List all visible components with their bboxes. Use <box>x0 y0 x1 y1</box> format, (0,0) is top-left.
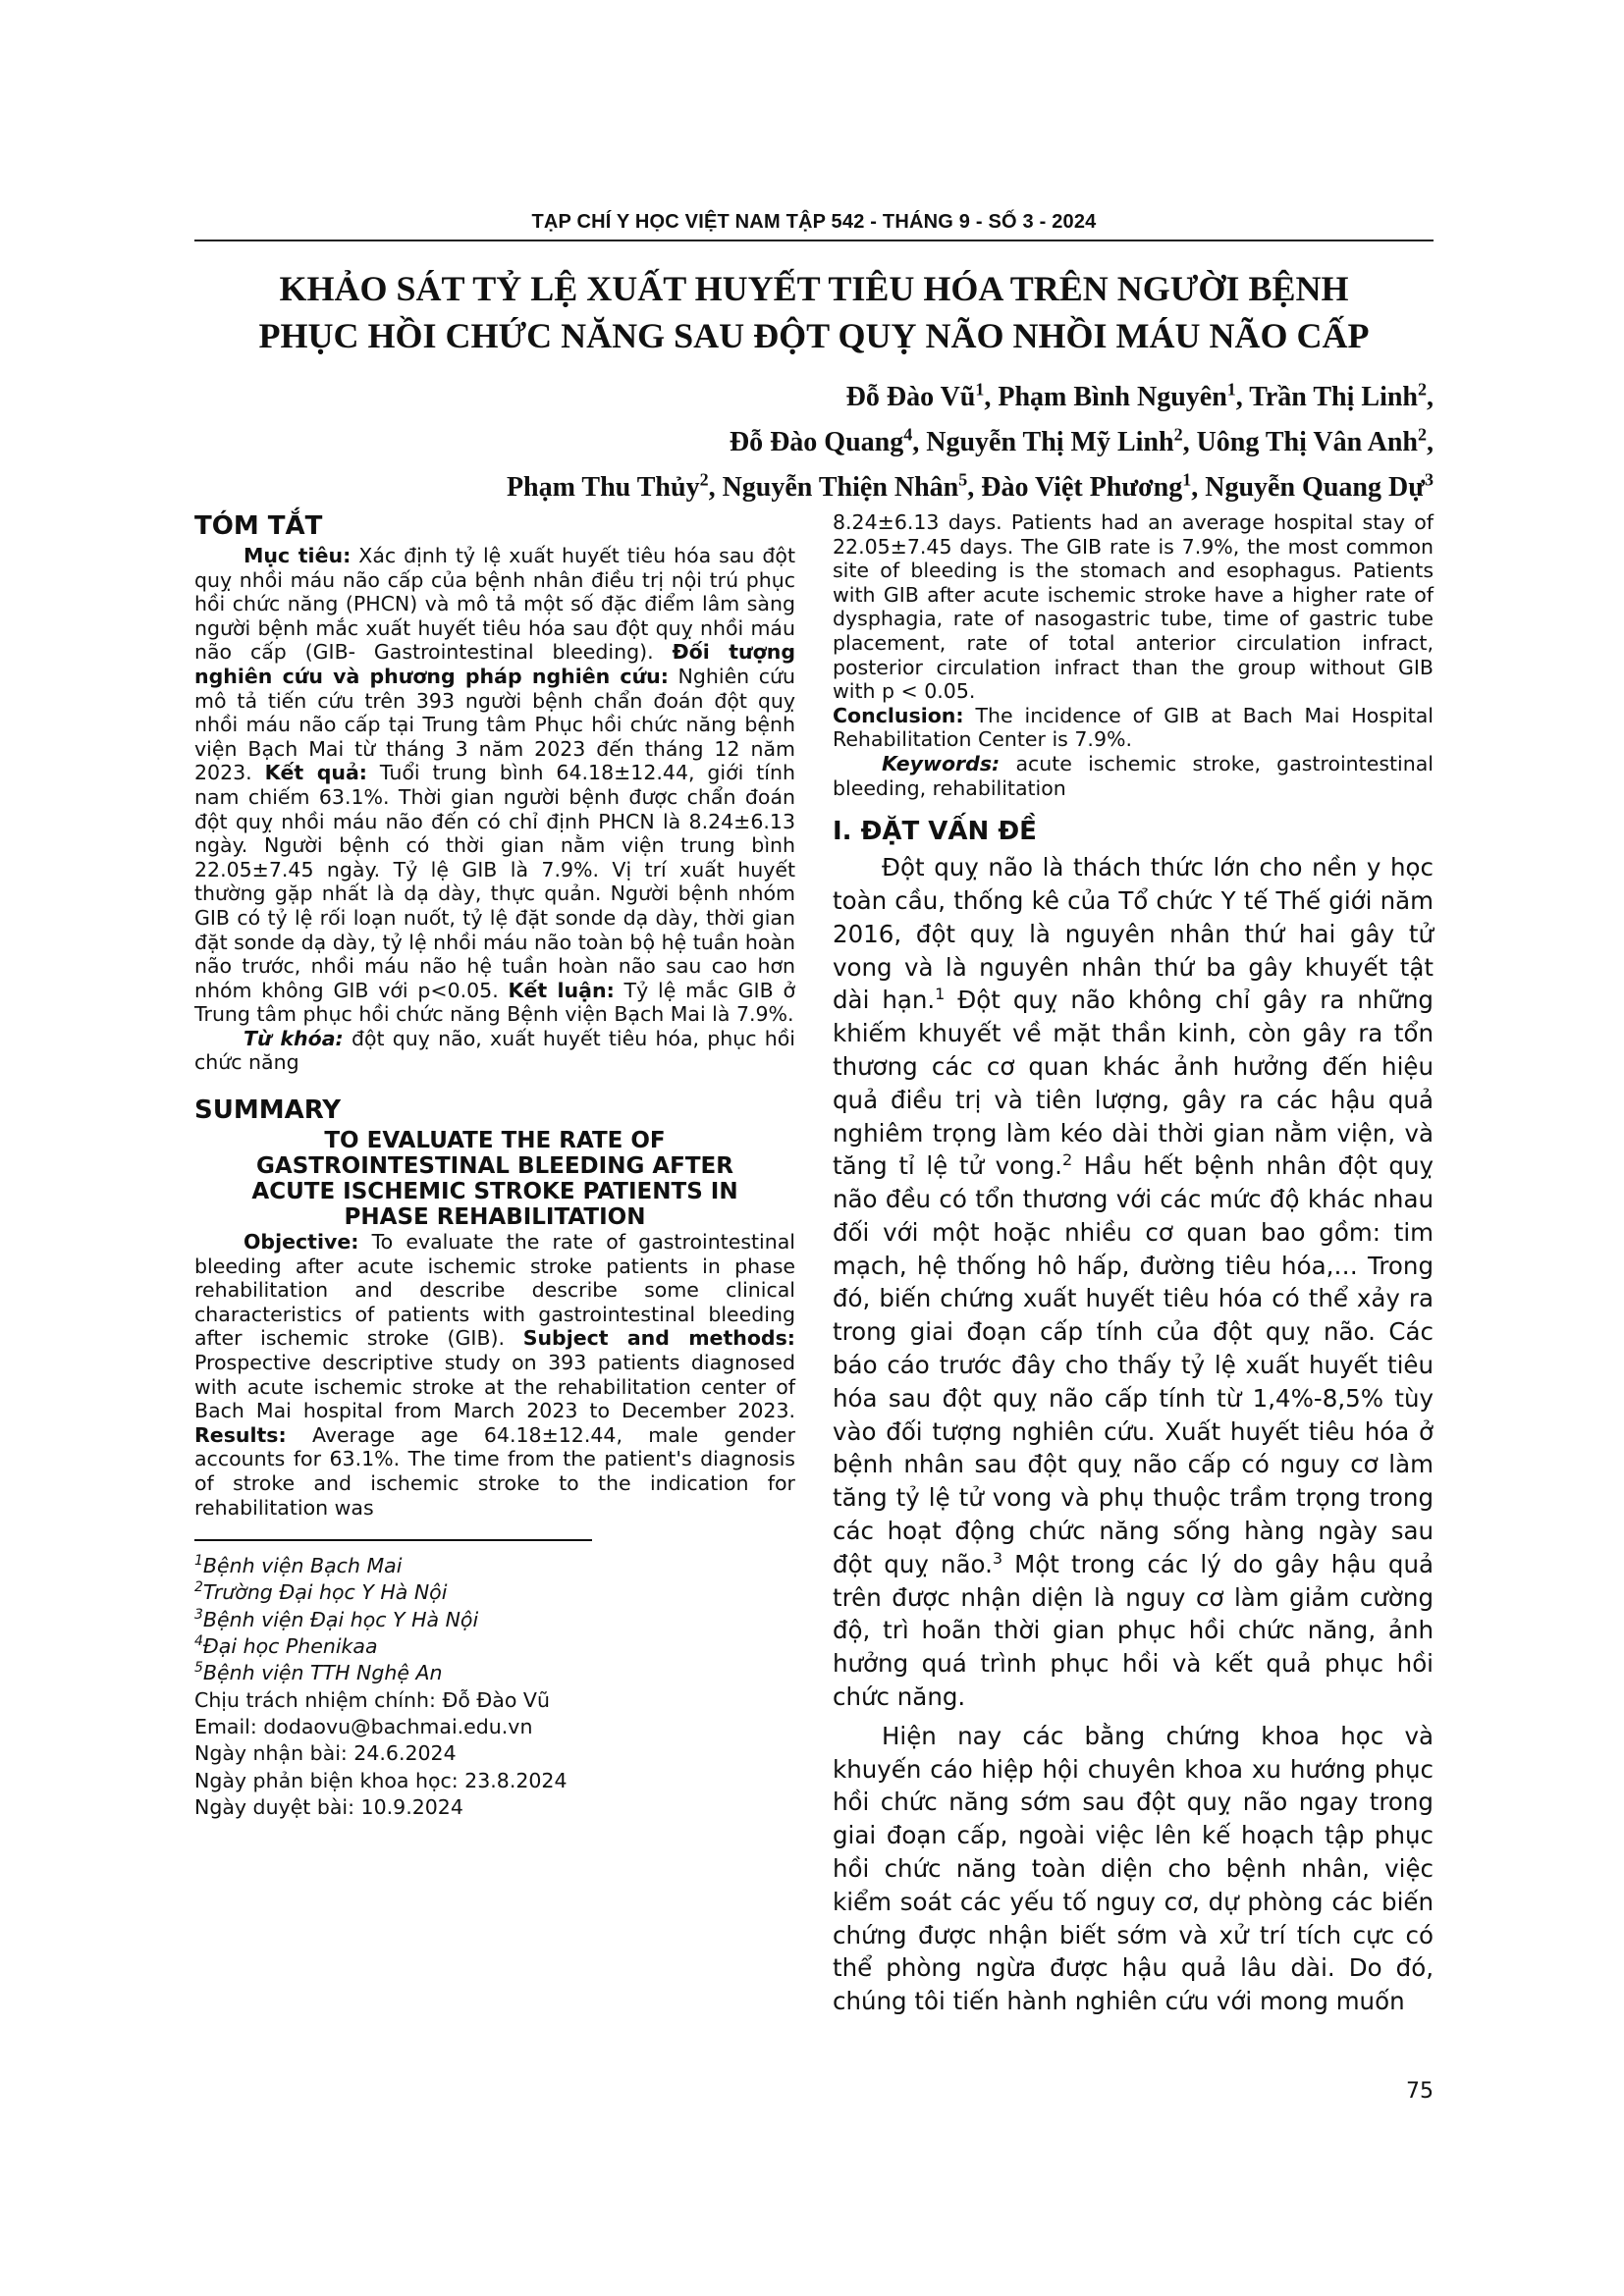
title-line: KHẢO SÁT TỶ LỆ XUẤT HUYẾT TIÊU HÓA TRÊN NGƯỜI BỆNH <box>279 269 1349 308</box>
footnote-rule <box>194 1539 592 1541</box>
left-column <box>194 510 795 1821</box>
author-name: Phạm Thu Thủy <box>506 472 700 503</box>
keywords-text-en: acute ischemic stroke, gastrointestinal bleeding, rehabilitation <box>833 751 1434 800</box>
author-line: Phạm Thu Thủy$^2$, Nguyễn Thiện Nhân$^5$, Đào Việt Phương$^1$, Nguyễn Quang Dự$^3$ <box>506 469 1434 503</box>
abstract-heading: TÓM TẮT <box>194 511 323 541</box>
summary-title <box>194 1128 795 1230</box>
summary-conclusion <box>833 704 1434 752</box>
author-name: Đỗ Đào Quang <box>729 427 904 457</box>
affiliation-note: $^3$Bệnh viện Đại học Y Hà Nội <box>194 1606 479 1631</box>
author-name: Đỗ Đào Vũ <box>845 382 976 412</box>
summary-title-line: PHASE REHABILITATION <box>344 1204 646 1231</box>
affiliation-note: $^4$Đại học Phenikaa <box>194 1633 378 1659</box>
corresponding-author: Chịu trách nhiệm chính: Đỗ Đào Vũ <box>194 1687 550 1712</box>
title-line: PHỤC HỒI CHỨC NĂNG SAU ĐỘT QUỴ NÃO NHỒI MÁU NÃO CẤP <box>258 316 1370 355</box>
citation: 2 <box>1061 1150 1073 1170</box>
summary-body-right: 8.24±6.13 days. Patients had an average hospital stay of 22.05±7.45 days. The GIB rate is 7.9%, the most common site of bleeding is the stomach and esophagus. Patients with GIB after acute ischemic stroke have a higher rate of dysphagia, rate of nasogastric tube, time of gastric tube placement, rate of total anterior circulation infract, posterior circulation infract than the group without GIB with p < 0.05. <box>833 510 1434 704</box>
affiliation-note: $^1$Bệnh viện Bạch Mai <box>194 1553 403 1578</box>
author-line: Đỗ Đào Quang$^4$, Nguyễn Thị Mỹ Linh$^2$, Uông Thị Vân Anh$^2$, <box>729 424 1434 457</box>
journal-header: TẠP CHÍ Y HỌC VIỆT NAM TẬP 542 - THÁNG 9 - SỐ 3 - 2024 <box>531 211 1097 233</box>
results-text: Tuổi trung bình 64.18±12.44, giới tính nam chiếm 63.1%. Thời gian người bệnh được chẩn đoán đột quỵ nhồi máu não đến có chỉ định PHCN là 8.24±6.13 ngày. Người bệnh có thời gian nằm viện trung bình 22.05±7.45 ngày. Tỷ lệ GIB là 7.9%. Vị trí xuất huyết thường gặp nhất là dạ dày, thực quản. Người bệnh nhóm GIB có tỷ lệ rối loạn nuốt, tỷ lệ đặt sonde dạ dày, thời gian đặt sonde dạ dày, tỷ lệ nhồi máu não toàn bộ hệ tuần hoàn não trước, nhồi máu não hệ tuần hoàn não sau cao hơn nhóm không GIB với p<0.05. <box>194 761 795 1002</box>
objective-text-en: To evaluate the rate of gastrointestinal bleeding after acute ischemic stroke patients in phase rehabilitation and describe describe some clinical characteristics of patients with gastrointestinal bleeding after ischemic stroke (GIB). <box>194 1230 795 1351</box>
author-name: Trần Thị Linh <box>1249 382 1418 412</box>
footnotes <box>194 1553 795 1821</box>
affiliation-note: $^5$Bệnh viện TTH Nghệ An <box>194 1660 443 1685</box>
author-name: Uông Thị Vân Anh <box>1196 427 1418 457</box>
author-name: Nguyễn Quang Dự <box>1205 472 1425 503</box>
affiliation-mark: 1 <box>1226 379 1236 400</box>
affiliation-mark: 2 <box>699 469 709 490</box>
results-label-en: Results: <box>194 1422 287 1447</box>
author-line: Đỗ Đào $Vũ^1$, Phạm Bình Nguyên$^1$, Trần Thị Linh$^2$, <box>845 379 1434 412</box>
objective-label-en: Objective: <box>244 1230 359 1255</box>
page-number: 75 <box>1406 2079 1434 2104</box>
affiliation-mark: 3 <box>1425 469 1434 490</box>
affiliation-mark: 2 <box>1418 379 1427 400</box>
summary-heading: SUMMARY <box>194 1095 342 1126</box>
author-email: Email: dodaovu@bachmai.edu.vn <box>194 1714 533 1738</box>
abstract-vi-body <box>194 544 795 1027</box>
summary-title-line: GASTROINTESTINAL BLEEDING AFTER <box>256 1153 733 1180</box>
keywords-label: Từ khóa: <box>244 1026 344 1050</box>
affiliation-mark: 1 <box>1182 469 1192 490</box>
methods-text-en: Prospective descriptive study on 393 patients diagnosed with acute ischemic stroke at the rehabilitation center of Bach Mai hospital from March 2023 to December 2023. <box>194 1351 795 1423</box>
date-reviewed: Ngày phản biện khoa học: 23.8.2024 <box>194 1768 568 1792</box>
conclusion-text: Tỷ lệ mắc GIB ở Trung tâm phục hồi chức năng Bệnh viện Bạch Mai là 7.9%. <box>194 978 795 1027</box>
affiliation-mark: 2 <box>1173 424 1183 445</box>
keywords-label-en: Keywords: <box>882 751 1001 775</box>
keywords-en <box>833 752 1434 800</box>
citation: 3 <box>992 1548 1003 1568</box>
citation: 1 <box>935 985 946 1004</box>
results-label: Kết quả: <box>264 761 368 785</box>
keywords-vi <box>194 1027 795 1075</box>
author-list <box>194 375 1434 510</box>
header-rule <box>194 240 1434 241</box>
summary-title-line: TO EVALUATE THE RATE OF <box>324 1128 666 1154</box>
conclusion-label-en: Conclusion: <box>833 703 964 727</box>
keywords-text: đột quỵ não, xuất huyết tiêu hóa, phục hồi chức năng <box>194 1026 795 1075</box>
intro-paragraph-1: Đột quỵ não là thách thức lớn cho nền y học toàn cầu, thống kê của Tổ chức Y tế Thế giới năm 2016, đột quỵ là nguyên nhân thứ hai gây tử vong và là nguyên nhân thứ ba gây khuyết tật dài hạn.$^1$ Đột quỵ não không chỉ gây ra những khiếm khuyết về mặt thần kinh, còn gây ra tổn thương các cơ quan khác ảnh hưởng đến hiệu quả điều trị và tiên lượng, gây ra các hậu quả nghiêm trọng làm kéo dài thời gian nằm viện, và tăng tỉ lệ tử vong.$^2$ Hầu hết bệnh nhân đột quỵ não đều có tổn thương với các mức độ khác nhau đối với một hoặc nhiều cơ quan bao gồm: tim mạch, hệ thống hô hấp, đường tiêu hóa,… Trong đó, biến chứng xuất huyết tiêu hóa có thể xảy ra trong giai đoạn cấp tính của đột quỵ não. Các báo cáo trước đây cho thấy tỷ lệ xuất huyết tiêu hóa sau đột quỵ não cấp tính từ 1,4%-8,5% tùy vào đối tượng nghiên cứu. Xuất huyết tiêu hóa ở bệnh nhân sau đột quỵ não cấp có nguy cơ làm tăng tỷ lệ tử vong và phụ thuộc trầm trọng trong các hoạt động chức năng sống hàng ngày sau đột quỵ não.$^3$ Một trong các lý do gây hậu quả trên được nhận diện là nguy cơ làm giảm cường độ, trì hoãn thời gian phục hồi chức năng, ảnh hưởng quá trình phục hồi và kết quả phục hồi chức năng. <box>833 853 1435 1712</box>
affiliation-note: $^2$Trường Đại học Y Hà Nội <box>194 1579 448 1605</box>
affiliation-mark: 2 <box>1418 424 1427 445</box>
author-name: Đào Việt Phương <box>981 472 1183 503</box>
methods-label: Đối tượng nghiên cứu và phương pháp nghiên cứu: <box>194 640 795 688</box>
date-accepted: Ngày duyệt bài: 10.9.2024 <box>194 1794 463 1819</box>
conclusion-label: Kết luận: <box>508 978 615 1002</box>
methods-text: Nghiên cứu mô tả tiến cứu trên 393 người bệnh chẩn đoán đột quỵ nhồi máu não cấp tại Trung tâm Phục hồi chức năng bệnh viện Bạch Mai từ tháng 3 năm 2023 đến tháng 12 năm 2023. <box>194 664 795 785</box>
affiliation-mark: 4 <box>903 424 913 445</box>
author-name: Nguyễn Thiện Nhân <box>722 472 959 503</box>
conclusion-text-en: The incidence of GIB at Bach Mai Hospital Rehabilitation Center is 7.9%. <box>833 703 1434 752</box>
author-name: Phạm Bình Nguyên <box>998 382 1227 412</box>
affiliation-mark: 1 <box>975 379 985 400</box>
article-title <box>194 265 1434 359</box>
summary-title-line: ACUTE ISCHEMIC STROKE PATIENTS IN <box>251 1179 738 1205</box>
intro-paragraph-2: Hiện nay các bằng chứng khoa học và khuyến cáo hiệp hội chuyên khoa xu hướng phục hồi chức năng sớm sau đột quỵ não ngay trong giai đoạn cấp, ngoài việc lên kế hoạch tập phục hồi chức năng toàn diện cho bệnh nhân, việc kiểm soát các yếu tố nguy cơ, dự phòng các biến chứng được nhận biết sớm và xử trí tích cực có thể phòng ngừa được hậu quả lâu dài. Do đó, chúng tôi tiến hành nghiên cứu với mong muốn <box>833 1721 1434 2016</box>
date-received: Ngày nhận bài: 24.6.2024 <box>194 1741 457 1766</box>
intro-heading: I. ĐẶT VẤN ĐỀ <box>833 817 1037 847</box>
summary-body-left <box>194 1230 795 1520</box>
objective-label: Mục tiêu: <box>244 544 352 567</box>
right-column <box>833 510 1434 2018</box>
results-text-en: Average age 64.18±12.44, male gender accounts for 63.1%. The time from the patient's diagnosis of stroke and ischemic stroke to the indication for rehabilitation was <box>194 1422 795 1520</box>
author-name: Nguyễn Thị Mỹ Linh <box>926 427 1174 457</box>
affiliation-mark: 5 <box>958 469 968 490</box>
objective-text: Xác định tỷ lệ xuất huyết tiêu hóa sau đột quỵ nhồi máu não cấp của bệnh nhân điều trị nội trú phục hồi chức năng (PHCN) và mô tả một số đặc điểm lâm sàng người bệnh mắc xuất huyết tiêu hóa sau đột quỵ nhồi máu não cấp (GIB- Gastrointestinal bleeding). <box>194 544 795 665</box>
methods-label-en: Subject and methods: <box>522 1326 796 1351</box>
